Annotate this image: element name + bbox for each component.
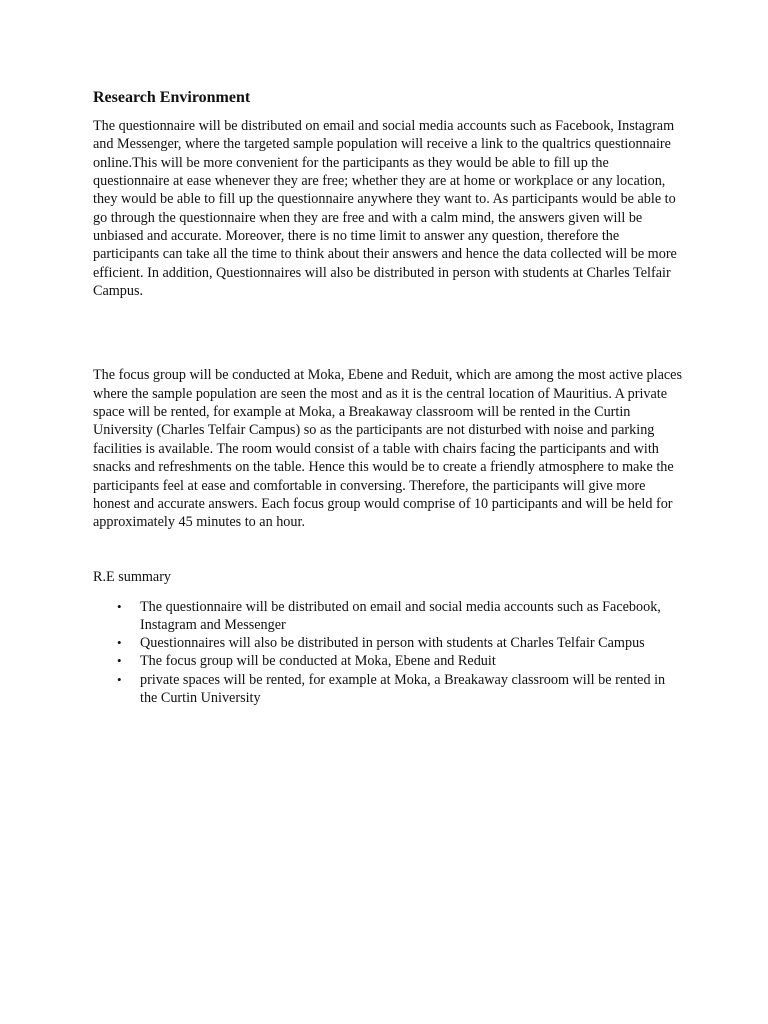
paragraph-focus-group: The focus group will be conducted at Moka, Ebene and Reduit, which are among the most active places where the sample population are seen the most and as it is the central location of Mauritius. A private space will be rented, for example at Moka, a Breakaway classroom will be rented in the Curtin University (Charles Telfair Campus) so as the participants are not disturbed with noise and parking facilities is available. The room would consist of a table with chairs facing the participants and with snacks and refreshments on the table. Hence this would be to create a friendly atmosphere to make the participants feel at ease and comfortable in conversing. Therefore, the participants will give more honest and accurate answers. Each focus group would comprise of 10 participants and will be held for approximately 45 minutes to an hour. <box>93 367 682 531</box>
document-page <box>93 88 683 707</box>
summary-item-text: The focus group will be conducted at Moka, Ebene and Reduit <box>140 653 496 670</box>
summary-item-text: private spaces will be rented, for example at Moka, a Breakaway classroom will be rented in the Curtin University <box>140 671 666 707</box>
summary-list-item <box>93 634 683 652</box>
summary-list-item <box>93 652 683 670</box>
bullet-icon: • <box>117 671 122 687</box>
summary-title: R.E summary <box>93 568 172 585</box>
bullet-icon: • <box>117 635 122 651</box>
bullet-icon: • <box>117 598 122 614</box>
summary-list-item <box>93 598 683 635</box>
summary-list <box>93 598 683 708</box>
summary-item-text: The questionnaire will be distributed on email and social media accounts such as Facebook, Instagram and Messenger <box>140 598 661 633</box>
summary-list-item <box>93 671 683 708</box>
bullet-icon: • <box>117 653 122 669</box>
document-heading: Research Environment <box>93 89 251 106</box>
summary-item-text: Questionnaires will also be distributed in person with students at Charles Telfair Campus <box>140 635 645 652</box>
paragraph-questionnaire: The questionnaire will be distributed on email and social media accounts such as Facebook, Instagram and Messenger, where the targeted sample population will receive a link to the qualtrics questionnaire online.This will be more convenient for the participants as they would be able to fill up the questionnaire at ease whenever they are free; whether they are at home or workplace or any location, they would be able to fill up the questionnaire anywhere they want to. As participants would be able to go through the questionnaire when they are free and with a calm mind, the answers given will be unbiased and accurate. Moreover, there is no time limit to answer any question, therefore the participants can take all the time to think about their answers and hence the data collected will be more efficient. In addition, Questionnaires will also be distributed in person with students at Charles Telfair Campus. <box>93 118 677 300</box>
